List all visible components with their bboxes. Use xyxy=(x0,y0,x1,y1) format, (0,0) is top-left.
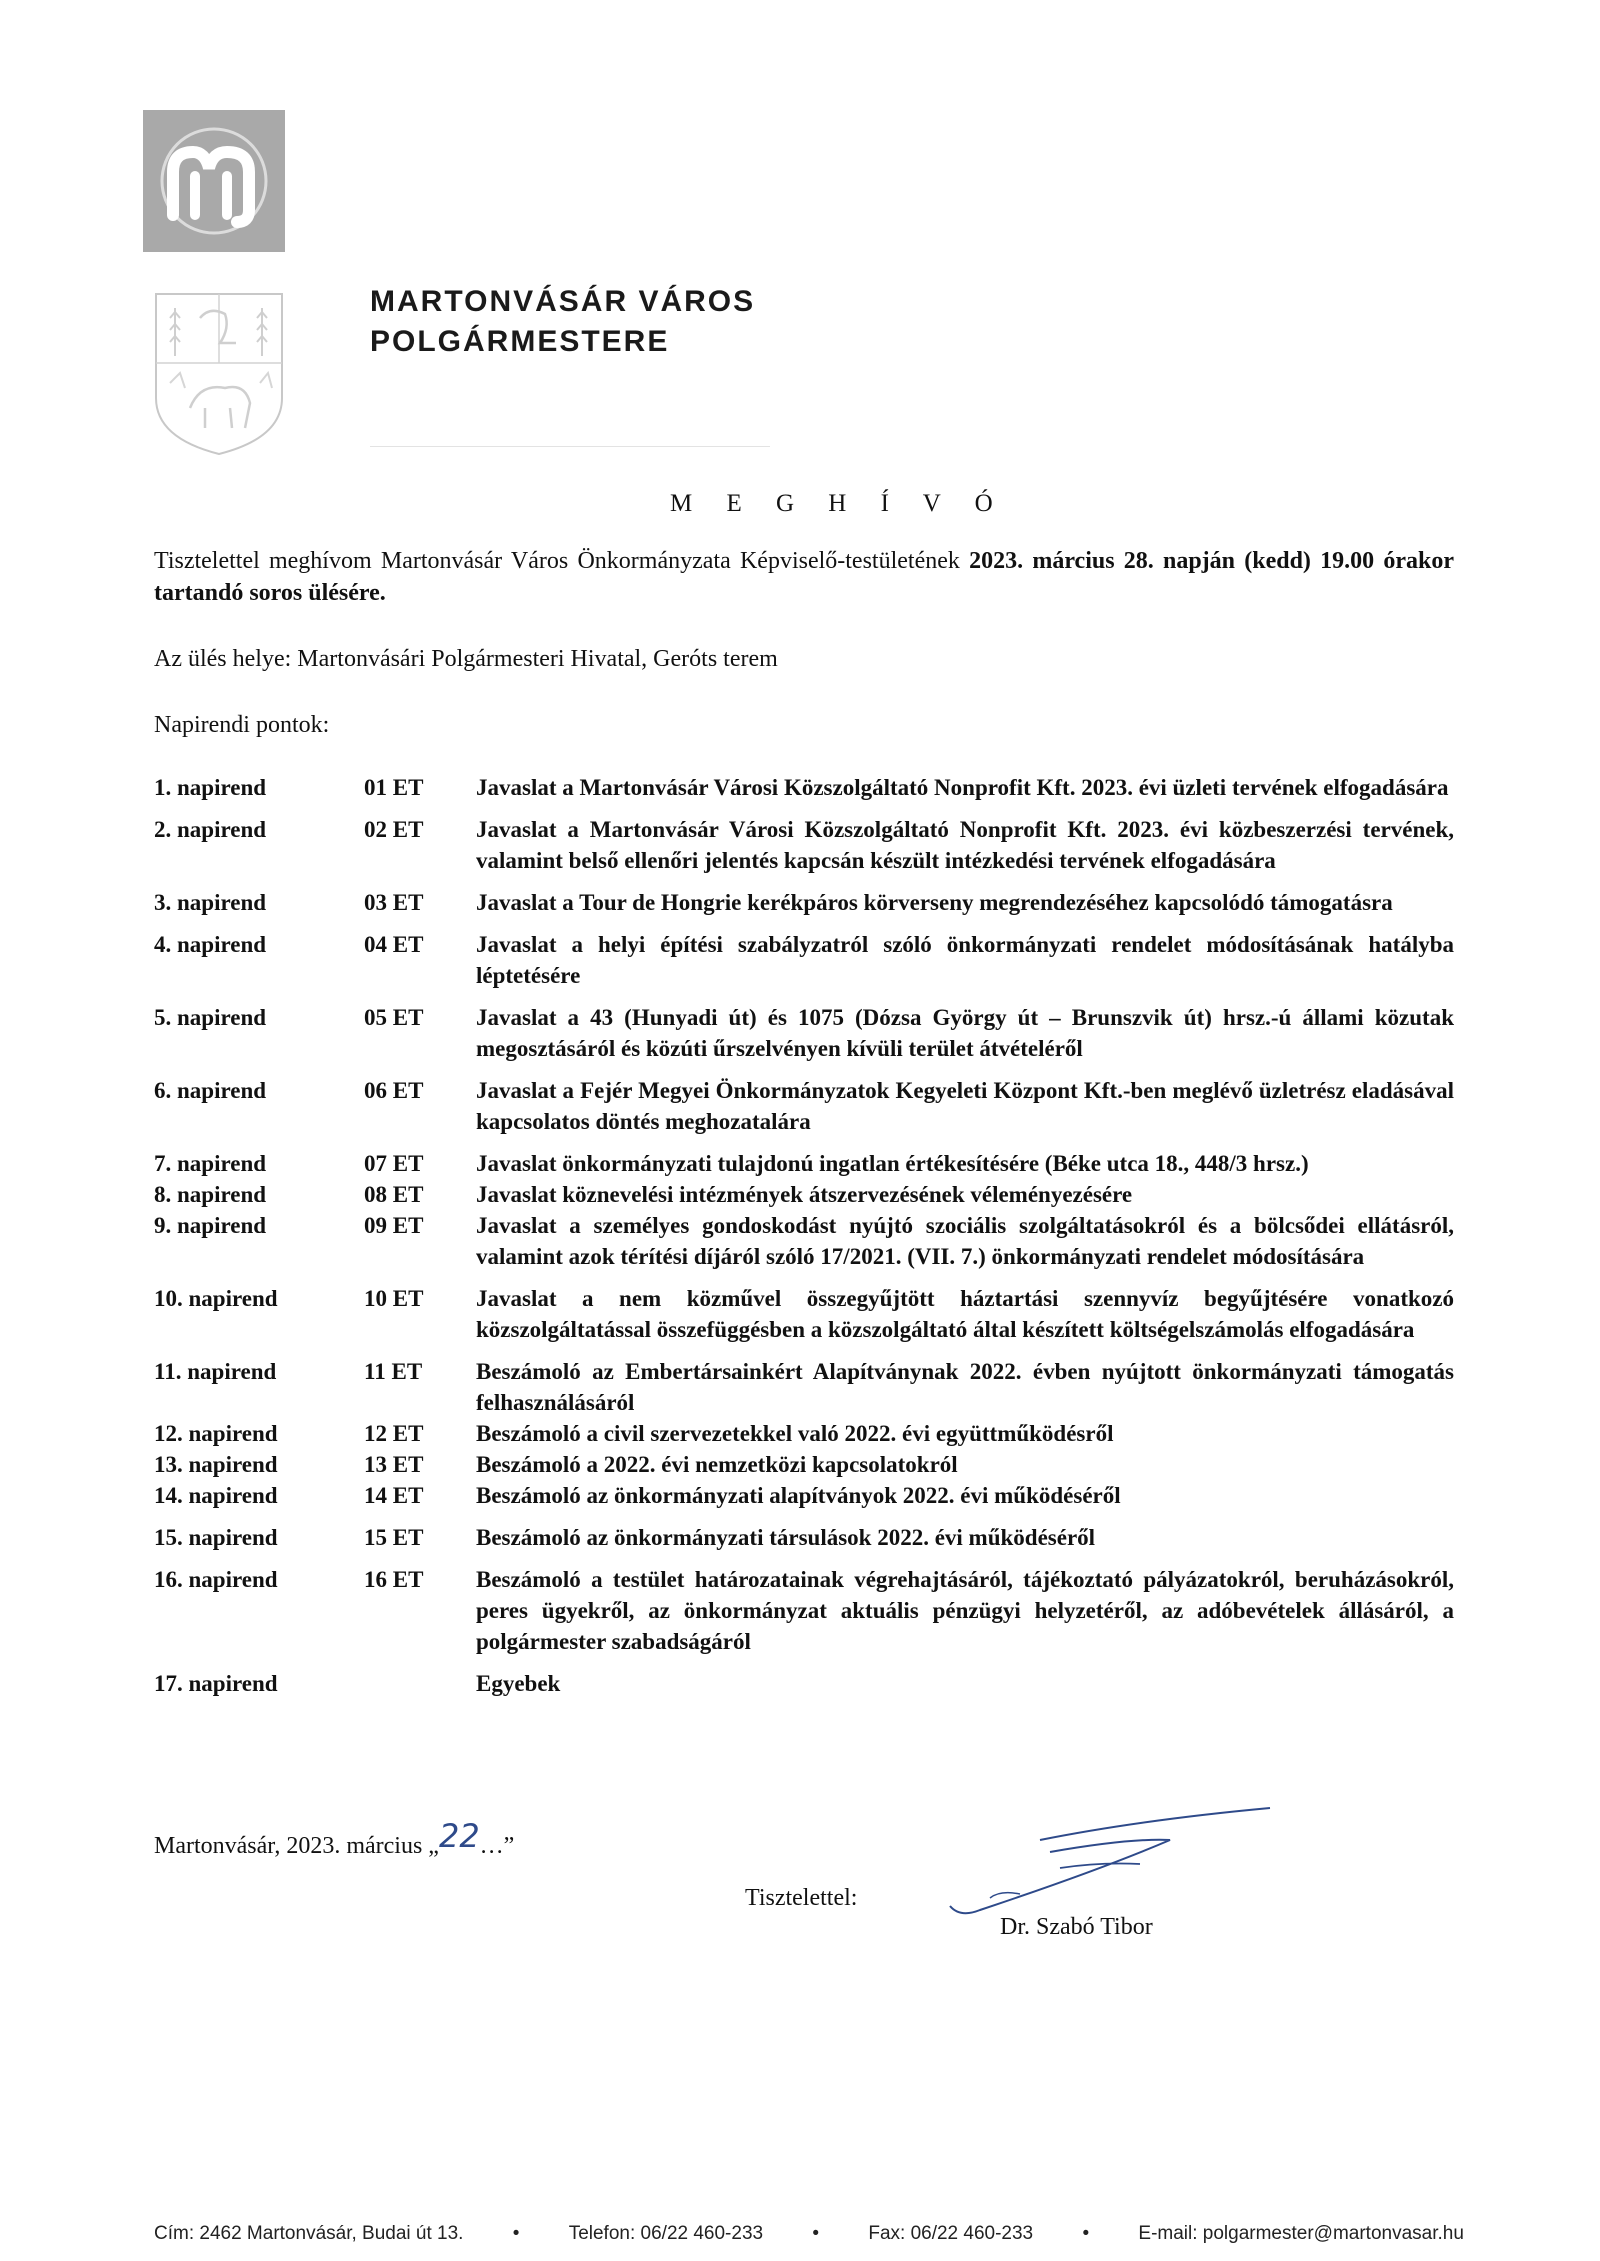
footer-fax: Fax: 06/22 460-233 xyxy=(868,2223,1034,2244)
agenda-item-text: Javaslat a nem közművel összegyűjtött háztartási szennyvíz begyűjtésére vonatkozó közszolgáltatással összefüggésben a közszolgáltató által készített költségelszámolás elfogadására xyxy=(476,1286,1454,1342)
agenda-item-num: 17. napirend xyxy=(154,1671,278,1696)
agenda-item-code: 08 ET xyxy=(364,1182,424,1207)
agenda-item-text: Javaslat a 43 (Hunyadi út) és 1075 (Dózsa György út – Brunszvik út) hrsz.-ú állami közutak megosztásáról és közúti űrszelvényen kívüli terület átvételéről xyxy=(476,1005,1454,1061)
agenda-item-code: 07 ET xyxy=(364,1151,424,1176)
agenda-item-code: 05 ET xyxy=(364,1005,424,1030)
agenda-item-code: 14 ET xyxy=(364,1483,424,1508)
agenda-item xyxy=(154,929,1454,991)
agenda-item-num: 8. napirend xyxy=(154,1182,267,1207)
m-logo-icon xyxy=(143,110,285,252)
agenda-item-text: Beszámoló az önkormányzati társulások 2022. évi működéséről xyxy=(476,1525,1096,1550)
agenda-item-code xyxy=(364,1668,476,1699)
signature-icon xyxy=(900,1790,1280,1930)
agenda-item-num: 12. napirend xyxy=(154,1421,278,1446)
agenda-item xyxy=(154,814,1454,876)
agenda-item xyxy=(154,887,1454,918)
agenda-item xyxy=(154,1564,1454,1657)
agenda-item xyxy=(154,1418,1454,1449)
agenda-item-num: 1. napirend xyxy=(154,775,267,800)
footer-address: Cím: 2462 Martonvásár, Budai út 13. xyxy=(154,2223,464,2244)
agenda-item-num: 14. napirend xyxy=(154,1483,278,1508)
agenda-item-code: 02 ET xyxy=(364,817,424,842)
agenda-item-text: Egyebek xyxy=(476,1671,561,1696)
agenda-label: Napirendi pontok: xyxy=(154,712,330,738)
org-line-1: MARTONVÁSÁR VÁROS xyxy=(370,285,756,318)
date-end: …” xyxy=(479,1833,515,1859)
regards-text: Tisztelettel: xyxy=(745,1885,858,1911)
agenda-item xyxy=(154,772,1454,803)
agenda-item-code: 13 ET xyxy=(364,1452,424,1477)
footer-email: E-mail: polgarmester@martonvasar.hu xyxy=(1138,2223,1464,2244)
agenda-item xyxy=(154,1148,1454,1179)
agenda-item-code: 15 ET xyxy=(364,1525,424,1550)
agenda-item xyxy=(154,1480,1454,1511)
agenda-item-text: Javaslat önkormányzati tulajdonú ingatlan értékesítésére (Béke utca 18., 448/3 hrsz.) xyxy=(476,1151,1309,1176)
agenda-item-code: 06 ET xyxy=(364,1078,424,1103)
agenda-item-text: Javaslat a Martonvásár Városi Közszolgáltató Nonprofit Kft. 2023. évi üzleti tervének elfogadására xyxy=(476,775,1449,800)
agenda-item-num: 5. napirend xyxy=(154,1005,267,1030)
agenda-item xyxy=(154,1179,1454,1210)
agenda-item-num: 2. napirend xyxy=(154,817,267,842)
agenda-item-num: 10. napirend xyxy=(154,1286,278,1311)
agenda-item-text: Javaslat a Martonvásár Városi Közszolgáltató Nonprofit Kft. 2023. évi közbeszerzési tervének, valamint belső ellenőri jelentés kapcsán készült intézkedési tervének elfogadására xyxy=(476,817,1454,873)
header-divider xyxy=(370,446,770,447)
org-line-2: POLGÁRMESTERE xyxy=(370,325,670,358)
agenda-item-text: Javaslat köznevelési intézmények átszervezésének véleményezésére xyxy=(476,1182,1133,1207)
agenda-item-text: Beszámoló a testület határozatainak végrehajtásáról, tájékoztató pályázatokról, beruházásokról, peres ügyekről, az önkormányzat aktuális pénzügyi helyzetéről, az adóbevételek állásáról, a polgármester szabadságáról xyxy=(476,1567,1454,1654)
agenda-item-num: 9. napirend xyxy=(154,1213,267,1238)
agenda-item-code: 03 ET xyxy=(364,890,424,915)
agenda-item xyxy=(154,1283,1454,1345)
agenda-item-code: 11 ET xyxy=(364,1359,423,1384)
agenda-item xyxy=(154,1668,1454,1699)
agenda-item-code: 04 ET xyxy=(364,932,424,957)
agenda-item-text: Javaslat a Fejér Megyei Önkormányzatok Kegyeleti Központ Kft.-ben meglévő üzletrész eladásával kapcsolatos döntés meghozatalára xyxy=(476,1078,1454,1134)
handwritten-day: 22 xyxy=(438,1817,480,1855)
agenda-item-num: 4. napirend xyxy=(154,932,267,957)
agenda-item xyxy=(154,1356,1454,1418)
agenda-item-text: Beszámoló az Embertársainkért Alapítványnak 2022. évben nyújtott önkormányzati támogatás felhasználásáról xyxy=(476,1359,1454,1415)
agenda-item xyxy=(154,1075,1454,1137)
agenda-item xyxy=(154,1449,1454,1480)
agenda-item-text: Javaslat a személyes gondoskodást nyújtó szociális szolgáltatásokról és a bölcsődei ellátásról, valamint azok térítési díjáról szóló 17/2021. (VII. 7.) önkormányzati rendelet módosítására xyxy=(476,1213,1454,1269)
agenda-item-num: 13. napirend xyxy=(154,1452,278,1477)
agenda-item xyxy=(154,1210,1454,1272)
city-logo xyxy=(143,110,285,252)
footer-separator: • xyxy=(812,2223,820,2244)
footer-separator: • xyxy=(1082,2223,1090,2244)
intro-paragraph xyxy=(154,545,1454,609)
coat-of-arms-icon xyxy=(150,288,288,458)
footer-phone: Telefon: 06/22 460-233 xyxy=(568,2223,764,2244)
org-name xyxy=(370,282,755,362)
agenda-item-num: 15. napirend xyxy=(154,1525,278,1550)
agenda-item-code: 01 ET xyxy=(364,775,424,800)
agenda-item-code: 12 ET xyxy=(364,1421,424,1446)
agenda-item xyxy=(154,1002,1454,1064)
place-date-text: Martonvásár, 2023. március „ xyxy=(154,1833,439,1859)
agenda-item-text: Beszámoló a 2022. évi nemzetközi kapcsolatokról xyxy=(476,1452,958,1477)
agenda-item-text: Beszámoló az önkormányzati alapítványok 2022. évi működéséről xyxy=(476,1483,1121,1508)
agenda-item-text: Javaslat a helyi építési szabályzatról szóló önkormányzati rendelet módosításának hatályba léptetésére xyxy=(476,932,1454,988)
agenda-item-text: Javaslat a Tour de Hongrie kerékpáros körverseny megrendezéséhez kapcsolódó támogatásra xyxy=(476,890,1393,915)
agenda-item-num: 3. napirend xyxy=(154,890,267,915)
agenda-item-num: 11. napirend xyxy=(154,1359,277,1384)
place-and-date xyxy=(154,1817,515,1861)
agenda-item-code: 10 ET xyxy=(364,1286,424,1311)
agenda-item xyxy=(154,1522,1454,1553)
meeting-location: Az ülés helye: Martonvásári Polgármesteri Hivatal, Geróts terem xyxy=(154,646,778,672)
agenda-item-text: Beszámoló a civil szervezetekkel való 2022. évi együttműködésről xyxy=(476,1421,1114,1446)
intro-bold-date: 2023. március 28. napján (kedd) 19.00 órakor tartandó soros ülésére. xyxy=(154,548,1455,606)
footer-separator: • xyxy=(512,2223,520,2244)
document-title: M E G H Í V Ó xyxy=(670,490,1007,517)
agenda-item-num: 6. napirend xyxy=(154,1078,267,1103)
signer-name: Dr. Szabó Tibor xyxy=(1000,1914,1153,1940)
agenda-item-code: 16 ET xyxy=(364,1567,424,1592)
agenda-item-num: 7. napirend xyxy=(154,1151,267,1176)
agenda-list xyxy=(154,772,1454,1699)
footer xyxy=(154,2223,1464,2245)
intro-text: Tisztelettel meghívom Martonvásár Város Önkormányzata Képviselő-testületének xyxy=(154,548,970,574)
agenda-item-num: 16. napirend xyxy=(154,1567,278,1592)
agenda-item-code: 09 ET xyxy=(364,1213,424,1238)
